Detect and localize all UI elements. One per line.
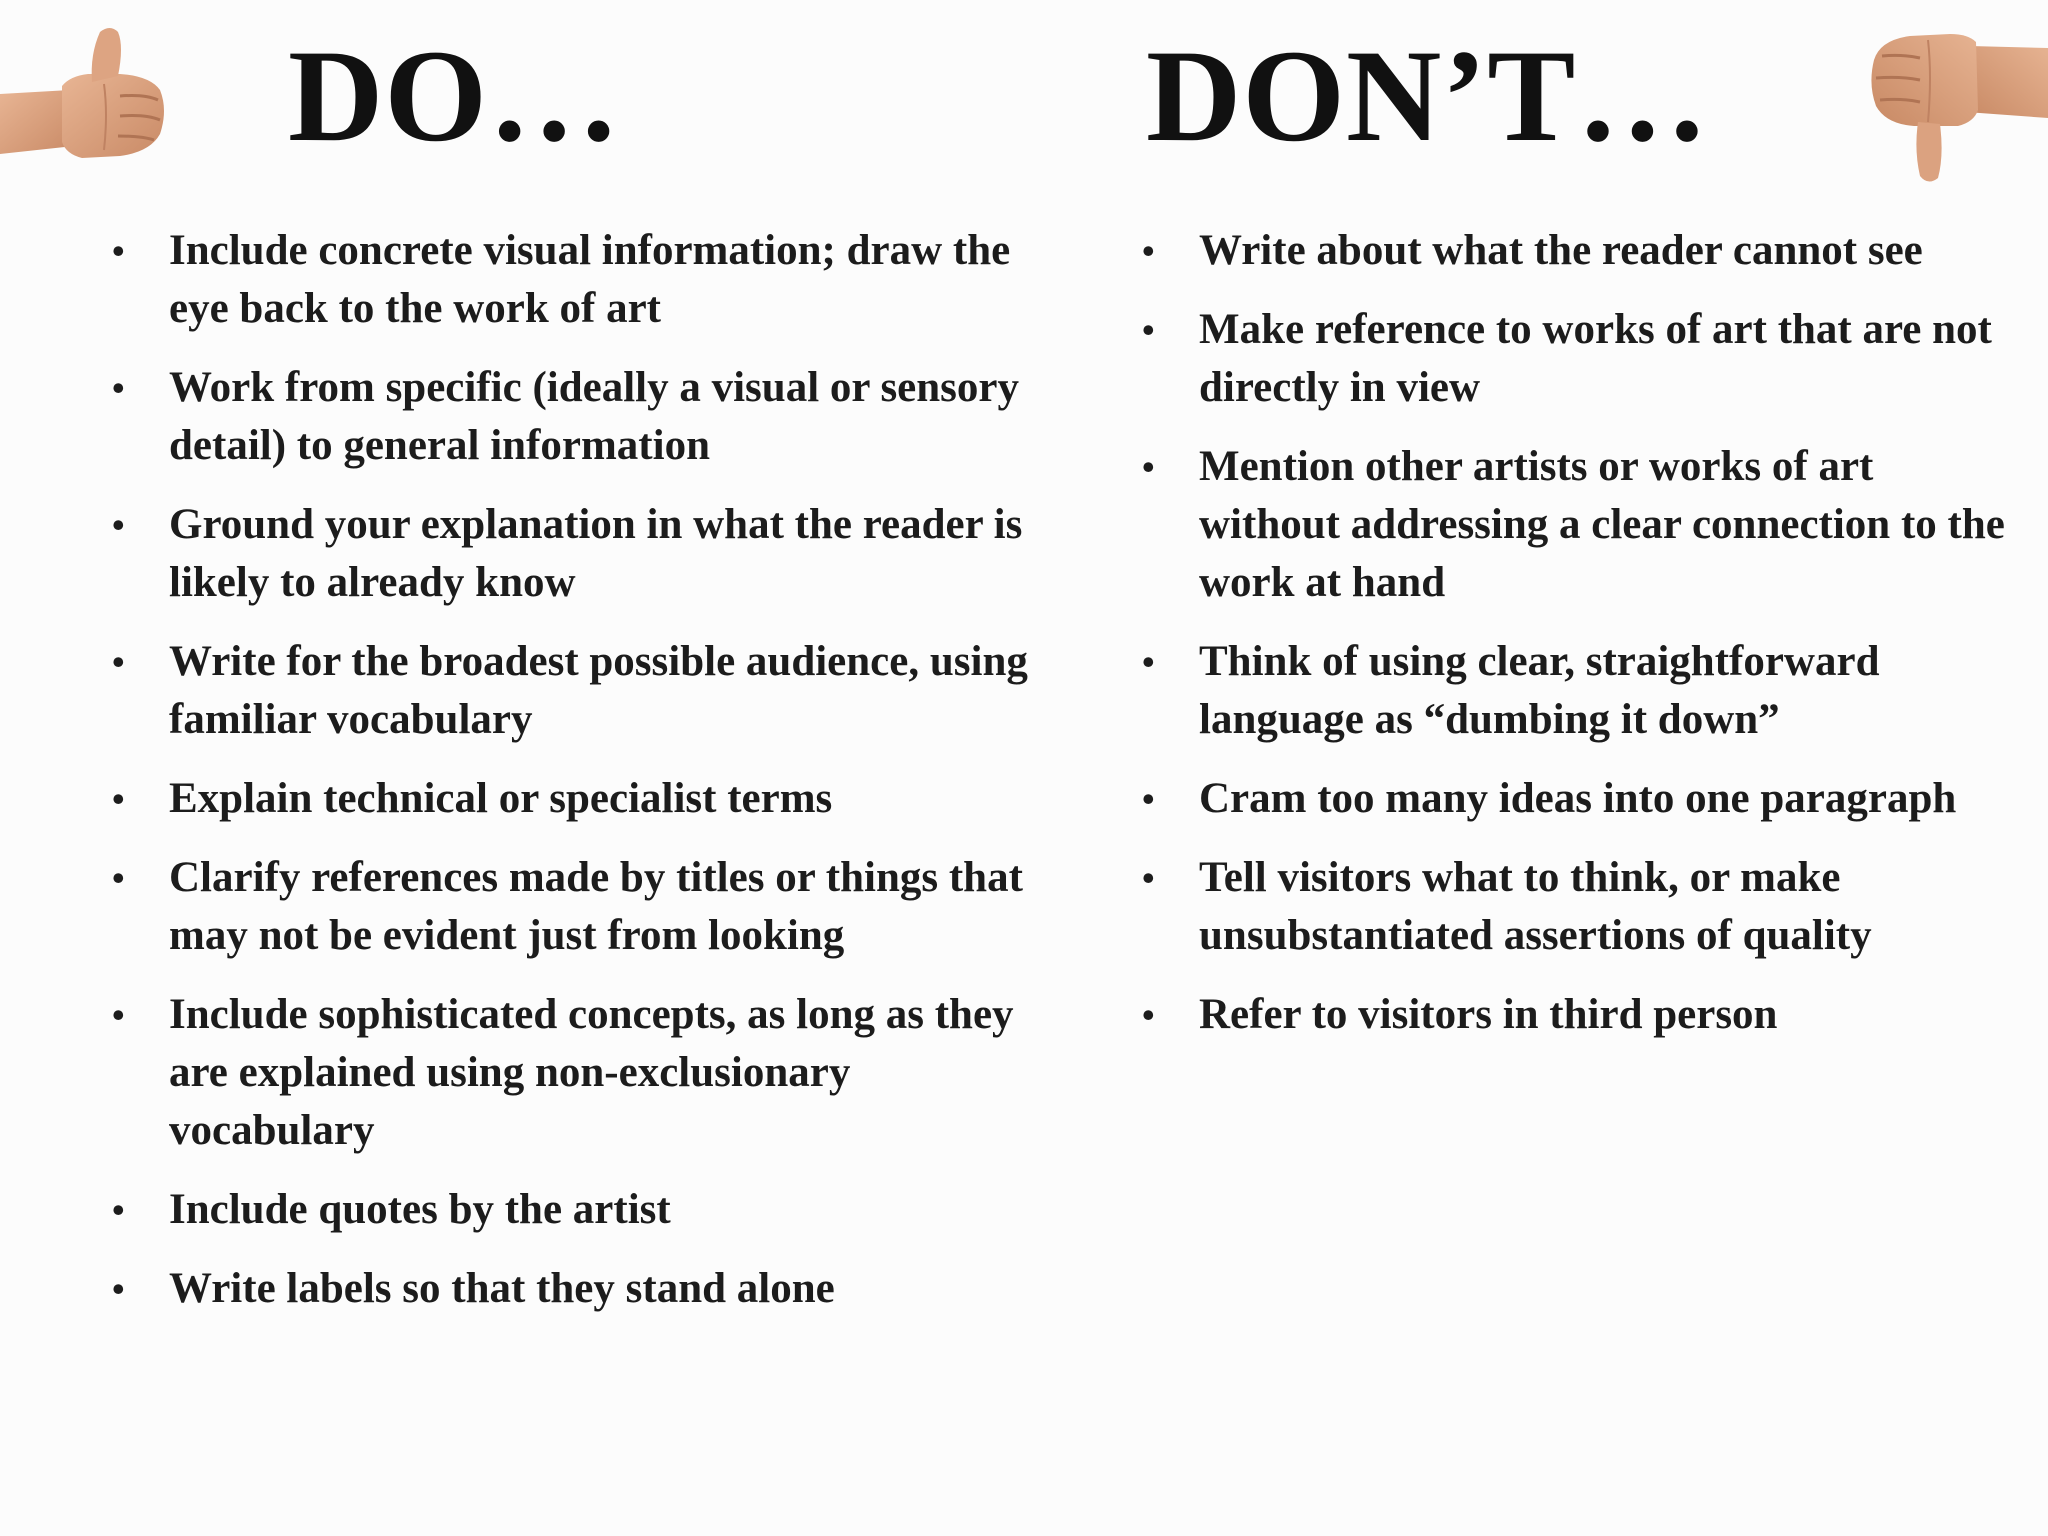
thumbs-up-icon bbox=[0, 24, 180, 174]
dont-heading: DON’T… bbox=[1146, 22, 1710, 169]
bullet-icon: • bbox=[112, 779, 125, 819]
bullet-icon: • bbox=[1142, 447, 1155, 487]
list-item bbox=[112, 770, 1062, 828]
bullet-icon: • bbox=[1142, 310, 1155, 350]
thumbs-down-icon bbox=[1858, 26, 2048, 186]
bullet-icon: • bbox=[112, 1190, 125, 1230]
list-item-text: Explain technical or specialist terms bbox=[169, 775, 833, 822]
list-item bbox=[1142, 986, 2022, 1044]
list-item bbox=[112, 633, 1062, 749]
bullet-icon: • bbox=[1142, 231, 1155, 271]
do-list bbox=[112, 222, 1062, 1339]
list-item-text: Mention other artists or works of art without addressing a clear connection to the work at hand bbox=[1199, 443, 2005, 606]
list-item-text: Write about what the reader cannot see bbox=[1199, 227, 1923, 274]
list-item-text: Work from specific (ideally a visual or sensory detail) to general information bbox=[169, 364, 1020, 469]
list-item bbox=[1142, 849, 2022, 965]
list-item bbox=[1142, 301, 2022, 417]
list-item bbox=[112, 849, 1062, 965]
list-item bbox=[112, 359, 1062, 475]
bullet-icon: • bbox=[112, 995, 125, 1035]
list-item-text: Write for the broadest possible audience, using familiar vocabulary bbox=[169, 638, 1028, 743]
list-item bbox=[1142, 770, 2022, 828]
list-item bbox=[112, 222, 1062, 338]
list-item bbox=[112, 496, 1062, 612]
list-item-text: Make reference to works of art that are not directly in view bbox=[1199, 306, 1992, 411]
bullet-icon: • bbox=[112, 368, 125, 408]
bullet-icon: • bbox=[112, 505, 125, 545]
list-item-text: Cram too many ideas into one paragraph bbox=[1199, 775, 1957, 822]
list-item bbox=[1142, 438, 2022, 612]
list-item-text: Ground your explanation in what the reader is likely to already know bbox=[169, 501, 1023, 606]
list-item bbox=[1142, 222, 2022, 280]
list-item-text: Write labels so that they stand alone bbox=[169, 1265, 835, 1312]
dont-list bbox=[1142, 222, 2022, 1065]
list-item-text: Refer to visitors in third person bbox=[1199, 991, 1778, 1038]
bullet-icon: • bbox=[112, 642, 125, 682]
list-item bbox=[1142, 633, 2022, 749]
list-item bbox=[112, 1260, 1062, 1318]
bullet-icon: • bbox=[112, 1269, 125, 1309]
list-item-text: Think of using clear, straightforward language as “dumbing it down” bbox=[1199, 638, 1880, 743]
do-heading: DO… bbox=[288, 22, 621, 169]
bullet-icon: • bbox=[112, 858, 125, 898]
bullet-icon: • bbox=[1142, 779, 1155, 819]
list-item bbox=[112, 1181, 1062, 1239]
bullet-icon: • bbox=[1142, 995, 1155, 1035]
list-item-text: Include concrete visual information; draw the eye back to the work of art bbox=[169, 227, 1011, 332]
bullet-icon: • bbox=[1142, 642, 1155, 682]
bullet-icon: • bbox=[112, 231, 125, 271]
bullet-icon: • bbox=[1142, 858, 1155, 898]
list-item-text: Tell visitors what to think, or make unsubstantiated assertions of quality bbox=[1199, 854, 1872, 959]
list-item-text: Include sophisticated concepts, as long as they are explained using non-exclusionary vocabulary bbox=[169, 991, 1014, 1154]
list-item-text: Clarify references made by titles or things that may not be evident just from looking bbox=[169, 854, 1023, 959]
list-item-text: Include quotes by the artist bbox=[169, 1186, 671, 1233]
list-item bbox=[112, 986, 1062, 1160]
